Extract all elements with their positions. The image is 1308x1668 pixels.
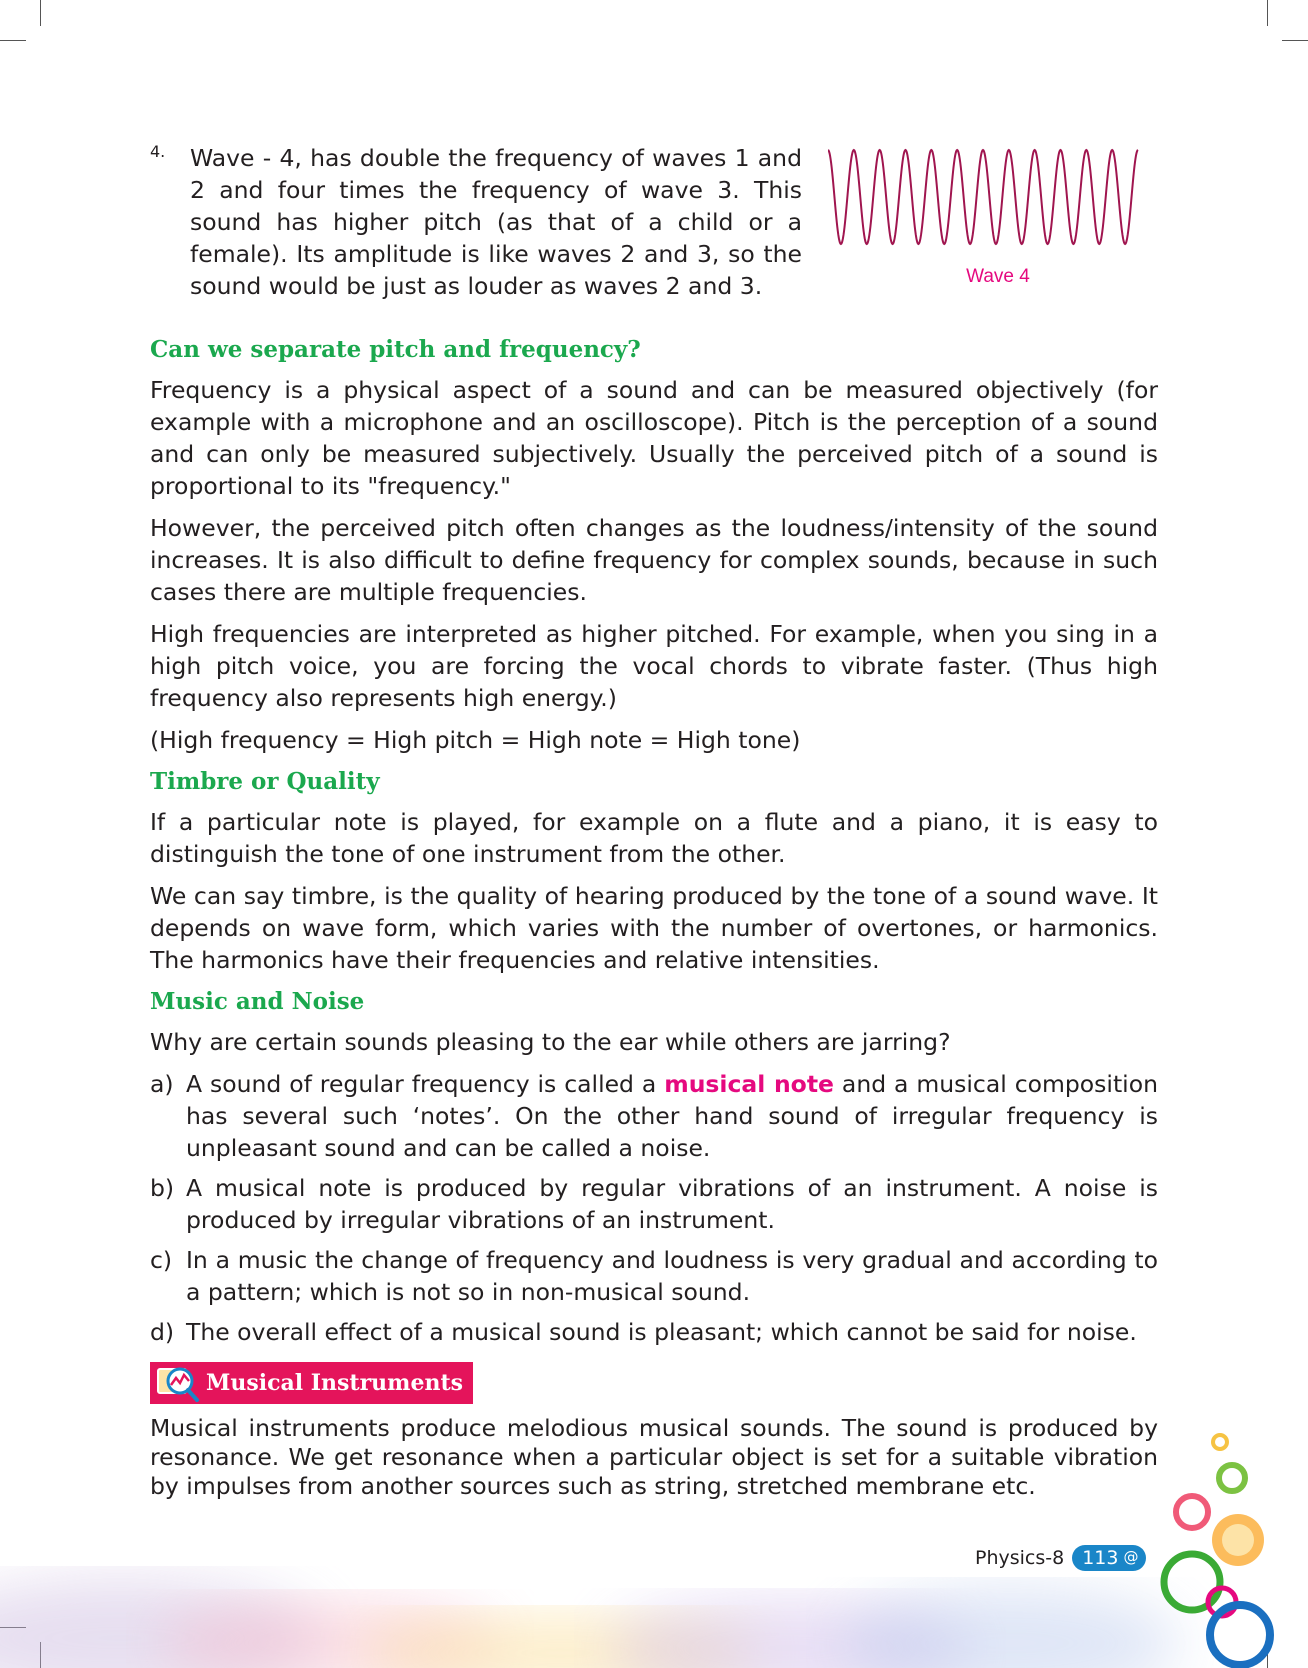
paragraph: We can say timbre, is the quality of hearing produced by the tone of a sound wave. It depends on wave form, which varies with the number of overtones, or harmonics. The harmonics have their frequencies and relative intensities. [150, 882, 1158, 974]
list-text: In a music the change of frequency and loudness is very gradual and according to a pattern; which is not so in non-musical sound. [186, 1246, 1158, 1306]
numbered-item [150, 142, 802, 302]
crop-mark [40, 0, 41, 26]
list-label: c) [150, 1246, 173, 1274]
crop-mark [1267, 0, 1268, 26]
list-text: The overall effect of a musical sound is pleasant; which cannot be said for noise. [186, 1318, 1137, 1346]
crop-mark [1282, 40, 1308, 41]
list-text [186, 1068, 1158, 1164]
paragraph: However, the perceived pitch often changes as the loudness/intensity of the sound increases. It is also difficult to define frequency for complex sounds, because in such cases there are multiple frequencies. [150, 514, 1158, 606]
wave-4-figure [828, 142, 1168, 292]
paragraph: High frequencies are interpreted as higher pitched. For example, when you sing in a high pitch voice, you are forcing the vocal chords to vibrate faster. (Thus high frequency also represents high energy.) [150, 620, 1158, 712]
list-label: b) [150, 1174, 175, 1202]
paragraph: Why are certain sounds pleasing to the ear while others are jarring? [150, 1028, 951, 1056]
section-heading-music-noise: Music and Noise [150, 988, 365, 1015]
list-item [150, 1068, 1158, 1164]
list-text-part: A sound of regular frequency is called a [186, 1070, 665, 1098]
list-item [150, 1316, 1158, 1348]
list-item [150, 1244, 1158, 1308]
wave-line [828, 150, 1138, 244]
section-heading-pitch-frequency: Can we separate pitch and frequency? [150, 336, 641, 363]
subject-label: Physics-8 [975, 1547, 1065, 1569]
highlight-term: musical note [664, 1070, 834, 1098]
swirl-icon: @ [1123, 1548, 1139, 1566]
list-item [150, 1172, 1158, 1236]
paragraph: Frequency is a physical aspect of a sound and can be measured objectively (for example with a microphone and an oscilloscope). Pitch is the perception of a sound and can only be measured subjectively. Usually the perceived pitch of a sound is proportional to its "frequency." [150, 376, 1158, 500]
item-text: Wave - 4, has double the frequency of waves 1 and 2 and four times the frequency of wave 3. This sound has higher pitch (as that of a child or a female). Its amplitude is like waves 2 and 3, so the sound would be just as louder as waves 2 and 3. [190, 144, 802, 300]
list-text: A musical note is produced by regular vibrations of an instrument. A noise is produced by irregular vibrations of an instrument. [186, 1174, 1158, 1234]
list-label: d) [150, 1318, 175, 1346]
list-text-part: and a musical composition has several such ‘notes’. On the other hand sound of irregular frequency is unpleasant sound and can be called a noise. [186, 1070, 1158, 1162]
list-label: a) [150, 1070, 174, 1098]
page-content [150, 142, 1158, 1511]
paragraph: If a particular note is played, for example on a flute and a piano, it is easy to distinguish the tone of one instrument from the other. [150, 808, 1158, 868]
magnifier-graph-icon [156, 1363, 200, 1403]
crop-mark [0, 40, 26, 41]
section-heading-timbre: Timbre or Quality [150, 768, 380, 795]
page-footer [975, 1545, 1146, 1571]
paragraph: (High frequency = High pitch = High note = High tone) [150, 726, 801, 754]
wave-caption: Wave 4 [966, 266, 1030, 287]
page-number: 113 [1082, 1547, 1119, 1569]
wave-4-block [150, 142, 1158, 314]
paragraph: Musical instruments produce melodious musical sounds. The sound is produced by resonance. We get resonance when a particular object is set for a suitable vibration by impulses from another sources such as string, stretched membrane etc. [150, 1414, 1158, 1500]
banner-text: Musical Instruments [206, 1370, 463, 1396]
page-number-badge [1072, 1545, 1146, 1571]
wave-4-graphic [828, 142, 1168, 252]
section-banner-musical-instruments [150, 1362, 473, 1404]
item-number: 4. [150, 142, 166, 161]
